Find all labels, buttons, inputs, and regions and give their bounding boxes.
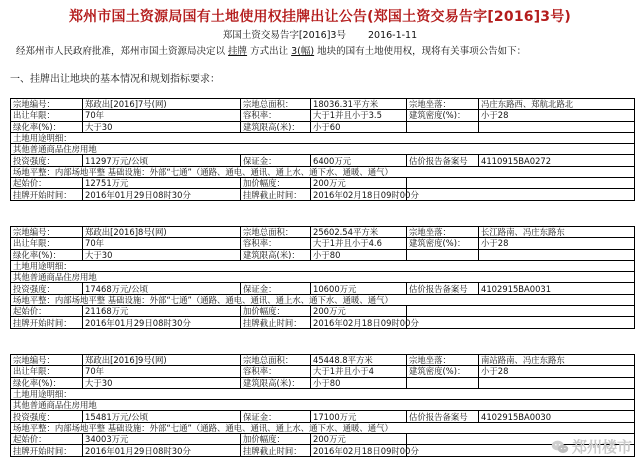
label-parcel-no: 宗地编号：	[11, 355, 83, 366]
table-row	[11, 121, 635, 132]
green: 大于30	[83, 249, 241, 260]
table-row	[11, 189, 635, 200]
total-area: 18036.31平方米	[311, 99, 407, 110]
intensity: 11297万元/公顷	[83, 155, 241, 166]
label-height: 建筑限高(米)：	[241, 377, 311, 388]
label-total-area: 宗地总面积：	[241, 99, 311, 110]
end-time: 2016年02月18日09时00分	[311, 189, 407, 200]
empty-cell	[479, 249, 635, 260]
height: 小于60	[311, 121, 407, 132]
intro-text-mid: 方式出让	[250, 46, 289, 57]
label-deposit: 保证金：	[241, 411, 311, 422]
term: 70年	[83, 110, 241, 121]
intro-paragraph	[16, 43, 636, 57]
increment: 200万元	[311, 434, 407, 445]
label-use-detail: 土地用途明细：	[11, 260, 635, 271]
table-row	[11, 355, 635, 366]
far: 大于1并且小于3.5	[311, 110, 407, 121]
label-deposit: 保证金：	[241, 283, 311, 294]
density: 小于28	[479, 366, 635, 377]
height: 小于80	[311, 377, 407, 388]
label-use-detail: 土地用途明细：	[11, 132, 635, 143]
table-row	[11, 249, 635, 260]
label-green: 绿化率(%)：	[11, 121, 83, 132]
label-start-price: 起始价：	[11, 434, 83, 445]
label-start-time: 挂牌开始时间：	[11, 317, 83, 328]
far: 大于1并且小于4	[311, 366, 407, 377]
density: 小于28	[479, 110, 635, 121]
table-row	[11, 155, 635, 166]
wechat-icon	[551, 439, 569, 455]
label-density: 建筑密度(%)：	[407, 238, 479, 249]
label-term: 出让年限：	[11, 366, 83, 377]
land-use: 其他普通商品住房用地	[11, 272, 635, 283]
term: 70年	[83, 366, 241, 377]
deposit: 6400万元	[311, 155, 407, 166]
transfer-method: 挂牌	[228, 46, 248, 57]
label-location: 宗地坐落：	[407, 99, 479, 110]
label-intensity: 投资强度：	[11, 411, 83, 422]
empty-cell	[407, 249, 479, 260]
label-start-price: 起始价：	[11, 306, 83, 317]
notice-title: 郑州市国土资源局国有土地使用权挂牌出让公告(郑国土资交易告字[2016]3号)	[68, 9, 572, 25]
watermark-text: 郑州楼市	[571, 438, 632, 456]
parcel-count: 3(幅)	[291, 46, 315, 57]
end-time: 2016年02月18日09时00分	[311, 445, 407, 456]
table-row	[11, 388, 635, 399]
table-row	[11, 272, 635, 283]
increment: 200万元	[311, 306, 407, 317]
start-time: 2016年01月29日08时30分	[83, 317, 241, 328]
parcel-no: 郑政出[2016]9号(网)	[83, 355, 241, 366]
table-row	[11, 366, 635, 377]
label-far: 容积率：	[241, 238, 311, 249]
label-deposit: 保证金：	[241, 155, 311, 166]
table-row	[11, 422, 635, 433]
location: 南站路南、冯庄东路东	[479, 355, 635, 366]
start-price: 34003万元	[83, 434, 241, 445]
table-row	[11, 238, 635, 249]
far: 大于1并且小于4.6	[311, 238, 407, 249]
appraisal-no: 4102915BA0031	[479, 283, 635, 294]
label-increment: 加价幅度：	[241, 306, 311, 317]
empty-cell	[407, 178, 635, 189]
location: 长江路南、冯庄东路东	[479, 227, 635, 238]
site-condition: 场地平整：内部场地平整 基础设施：外部“七通”（通路、通电、通讯、通上水、通下水、通暖、通气）	[11, 422, 635, 433]
land-use: 其他普通商品住房用地	[11, 144, 635, 155]
increment: 200万元	[311, 178, 407, 189]
watermark	[551, 436, 632, 457]
label-total-area: 宗地总面积：	[241, 227, 311, 238]
table-row	[11, 294, 635, 305]
label-term: 出让年限：	[11, 238, 83, 249]
label-location: 宗地坐落：	[407, 355, 479, 366]
label-intensity: 投资强度：	[11, 283, 83, 294]
label-end-time: 挂牌截止时间：	[241, 189, 311, 200]
table-row	[11, 260, 635, 271]
total-area: 25602.54平方米	[311, 227, 407, 238]
label-start-time: 挂牌开始时间：	[11, 189, 83, 200]
parcel-table	[10, 226, 635, 329]
label-appraisal: 估价报告备案号	[407, 283, 479, 294]
parcel-no: 郑政出[2016]8号(网)	[83, 227, 241, 238]
start-time: 2016年01月29日08时30分	[83, 189, 241, 200]
empty-cell	[407, 189, 635, 200]
label-increment: 加价幅度：	[241, 434, 311, 445]
intro-text-before: 经郑州市人民政府批准，郑州市国土资源局决定以	[16, 46, 226, 57]
green: 大于30	[83, 377, 241, 388]
parcel-table	[10, 98, 635, 201]
appraisal-no: 4102915BA0030	[479, 411, 635, 422]
parcel-no: 郑政出[2016]7号(网)	[83, 99, 241, 110]
table-row	[11, 99, 635, 110]
table-row	[11, 306, 635, 317]
term: 70年	[83, 238, 241, 249]
section-heading: 一、挂牌出让地块的基本情况和规划指标要求：	[10, 74, 220, 85]
table-row	[11, 400, 635, 411]
label-green: 绿化率(%)：	[11, 377, 83, 388]
label-start-price: 起始价：	[11, 178, 83, 189]
land-use: 其他普通商品住房用地	[11, 400, 635, 411]
label-end-time: 挂牌截止时间：	[241, 317, 311, 328]
site-condition: 场地平整：内部场地平整 基础设施：外部“七通”（通路、通电、通讯、通上水、通下水、通暖、通气）	[11, 294, 635, 305]
table-row	[11, 178, 635, 189]
density: 小于28	[479, 238, 635, 249]
parcel-table	[10, 354, 635, 457]
doc-info-line	[0, 27, 640, 41]
label-far: 容积率：	[241, 110, 311, 121]
label-appraisal: 估价报告备案号	[407, 411, 479, 422]
site-condition: 场地平整：内部场地平整 基础设施：外部“七通”（通路、通电、通讯、通上水、通下水、通暖、通气）	[11, 166, 635, 177]
intro-text-after: 地块的国有土地使用权，现将有关事项公告如下：	[317, 46, 527, 57]
intensity: 17468万元/公顷	[83, 283, 241, 294]
label-density: 建筑密度(%)：	[407, 110, 479, 121]
label-far: 容积率：	[241, 366, 311, 377]
intensity: 15481万元/公顷	[83, 411, 241, 422]
appraisal-no: 4110915BA0272	[479, 155, 635, 166]
table-row	[11, 445, 635, 456]
label-increment: 加价幅度：	[241, 178, 311, 189]
start-price: 21168万元	[83, 306, 241, 317]
doc-date: 2016-1-11	[367, 30, 418, 41]
empty-cell	[407, 306, 635, 317]
height: 小于80	[311, 249, 407, 260]
label-total-area: 宗地总面积：	[241, 355, 311, 366]
label-location: 宗地坐落：	[407, 227, 479, 238]
label-start-time: 挂牌开始时间：	[11, 445, 83, 456]
empty-cell	[407, 317, 635, 328]
label-height: 建筑限高(米)：	[241, 249, 311, 260]
deposit: 17100万元	[311, 411, 407, 422]
label-term: 出让年限：	[11, 110, 83, 121]
label-parcel-no: 宗地编号：	[11, 99, 83, 110]
end-time: 2016年02月18日09时00分	[311, 317, 407, 328]
doc-number: 郑国土资交易告字[2016]3号	[222, 30, 346, 41]
start-time: 2016年01月29日08时30分	[83, 445, 241, 456]
label-use-detail: 土地用途明细：	[11, 388, 635, 399]
table-row	[11, 166, 635, 177]
label-appraisal: 估价报告备案号	[407, 155, 479, 166]
total-area: 45448.8平方米	[311, 355, 407, 366]
label-height: 建筑限高(米)：	[241, 121, 311, 132]
label-intensity: 投资强度：	[11, 155, 83, 166]
label-density: 建筑密度(%)：	[407, 366, 479, 377]
table-row	[11, 377, 635, 388]
empty-cell	[407, 121, 479, 132]
table-row	[11, 411, 635, 422]
table-row	[11, 283, 635, 294]
empty-cell	[479, 121, 635, 132]
table-row	[11, 132, 635, 143]
start-price: 12751万元	[83, 178, 241, 189]
label-end-time: 挂牌截止时间：	[241, 445, 311, 456]
label-green: 绿化率(%)：	[11, 249, 83, 260]
table-row	[11, 317, 635, 328]
table-row	[11, 110, 635, 121]
table-row	[11, 227, 635, 238]
deposit: 10600万元	[311, 283, 407, 294]
empty-cell	[407, 377, 479, 388]
table-row	[11, 434, 635, 445]
table-row	[11, 144, 635, 155]
green: 大于30	[83, 121, 241, 132]
location: 冯庄东路西、郑航北路北	[479, 99, 635, 110]
empty-cell	[479, 377, 635, 388]
label-parcel-no: 宗地编号：	[11, 227, 83, 238]
